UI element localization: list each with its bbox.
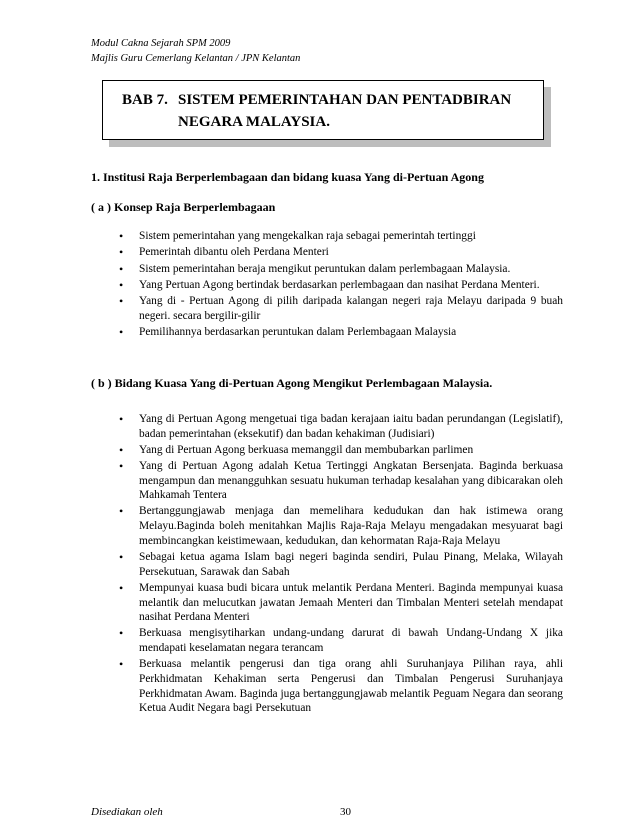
footer-prepared-by: Disediakan oleh xyxy=(91,806,163,818)
list-item: • Yang di Pertuan Agong mengetuai tiga badan kerajaan iaitu badan perundangan (Legislatif), badan pemerintahan (eksekutif) dan badan kehakiman (Judisiari) xyxy=(139,412,563,442)
list-item: • Bertanggungjawab menjaga dan memelihara kedudukan dan hak istimewa orang Melayu.Baginda boleh menitahkan Majlis Raja-Raja Melayu mengadakan mesyuarat bagi membincangkan keistimewaan, kedudukan, dan kehormatan Raja-Raja Melayu xyxy=(139,504,563,548)
page-number: 30 xyxy=(340,806,351,818)
list-item: • Pemerintah dibantu oleh Perdana Menteri xyxy=(139,245,563,260)
section-1-heading: 1. Institusi Raja Berperlembagaan dan bidang kuasa Yang di-Pertuan Agong xyxy=(91,170,484,184)
list-item: • Yang di Pertuan Agong adalah Ketua Tertinggi Angkatan Bersenjata. Baginda berkuasa mengampun dan menangguhkan sesuatu hukuman terhadap kesalahan yang dibicarakan oleh Mahkamah Tentera xyxy=(139,459,563,503)
section-a-heading: ( a ) Konsep Raja Berperlembagaan xyxy=(91,200,276,214)
list-item: • Pemilihannya berdasarkan peruntukan dalam Perlembagaan Malaysia xyxy=(139,325,563,340)
list-item: • Sistem pemerintahan beraja mengikut peruntukan dalam perlembagaan Malaysia. xyxy=(139,262,563,277)
list-item: • Berkuasa mengisytiharkan undang-undang darurat di bawah Undang-Undang X jika mendapati keselamatan negara terancam xyxy=(139,626,563,656)
chapter-title-line-2: NEGARA MALAYSIA. xyxy=(178,114,330,130)
section-b-list xyxy=(139,412,563,717)
list-item: • Sistem pemerintahan yang mengekalkan raja sebagai pemerintah tertinggi xyxy=(139,229,563,244)
chapter-number: BAB 7. xyxy=(122,92,168,108)
section-b-heading: ( b ) Bidang Kuasa Yang di-Pertuan Agong Mengikut Perlembagaan Malaysia. xyxy=(91,376,493,390)
header-line-1: Modul Cakna Sejarah SPM 2009 xyxy=(91,38,231,49)
page-header xyxy=(91,36,300,66)
list-item: • Mempunyai kuasa budi bicara untuk melantik Perdana Menteri. Baginda mempunyai kuasa melantik dan melucutkan jawatan Jemaah Menteri dan Timbalan Menteri setelah mendapat nasihat Perdana Menteri xyxy=(139,581,563,625)
chapter-title-line-1: SISTEM PEMERINTAHAN DAN PENTADBIRAN xyxy=(178,92,512,108)
list-item: • Berkuasa melantik pengerusi dan tiga orang ahli Suruhanjaya Pilihan raya, ahli Perkhidmatan Kehakiman serta Pengerusi dan Timbalan Pengerusi Suruhanjaya Perkhidmatan Awam. Baginda juga bertanggungjawab melantik Peguam Negara dan seorang Ketua Audit Negara bagi Persekutuan xyxy=(139,657,563,716)
chapter-title-box xyxy=(102,80,544,140)
list-item: • Yang Pertuan Agong bertindak berdasarkan perlembagaan dan nasihat Perdana Menteri. xyxy=(139,278,563,293)
list-item: • Yang di - Pertuan Agong di pilih daripada kalangan negeri raja Melayu daripada 9 buah negeri. secara bergilir-gilir xyxy=(139,294,563,324)
header-line-2: Majlis Guru Cemerlang Kelantan / JPN Kelantan xyxy=(91,53,301,64)
list-item: • Sebagai ketua agama Islam bagi negeri baginda sendiri, Pulau Pinang, Melaka, Wilayah Persekutuan, Sarawak dan Sabah xyxy=(139,550,563,580)
list-item: • Yang di Pertuan Agong berkuasa memanggil dan membubarkan parlimen xyxy=(139,443,563,458)
section-a-list xyxy=(139,229,563,342)
